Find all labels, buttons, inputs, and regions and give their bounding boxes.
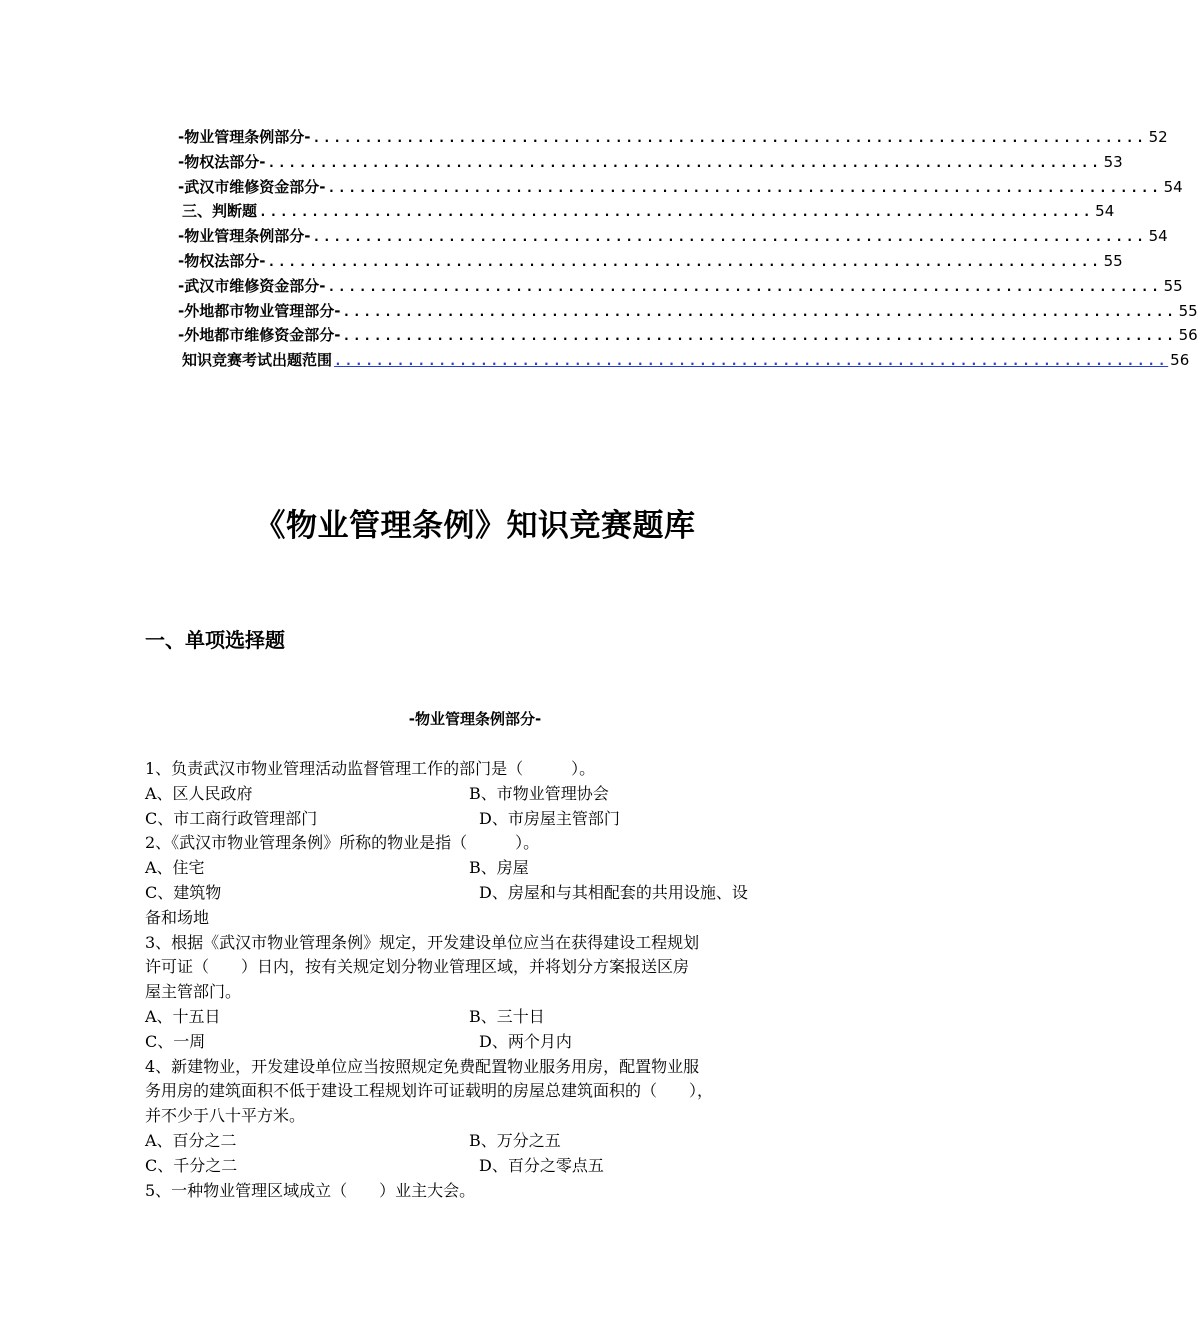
toc-leader-dots[interactable]: ................................................................................ bbox=[334, 354, 1169, 370]
question-text: 屋主管部门。 bbox=[145, 982, 242, 1002]
option-d: D、百分之零点五 bbox=[479, 1155, 604, 1175]
toc-entry-title: -外地都市物业管理部分- bbox=[178, 301, 341, 320]
toc-entry[interactable] bbox=[178, 300, 1198, 325]
toc-entry-title: -物业管理条例部分- bbox=[178, 227, 311, 246]
question-text: 务用房的建筑面积不低于建设工程规划许可证载明的房屋总建筑面积的（ ）， bbox=[145, 1081, 714, 1101]
toc-entry-page: 55 bbox=[1163, 276, 1183, 295]
toc-entry-title: -武汉市维修资金部分- bbox=[178, 276, 326, 295]
toc-entry[interactable] bbox=[178, 200, 1115, 225]
option-row bbox=[145, 782, 815, 807]
option-b: B、市物业管理协会 bbox=[469, 783, 609, 803]
option-c: C、千分之二 bbox=[145, 1155, 238, 1175]
question-text: 并不少于八十平方米。 bbox=[145, 1106, 306, 1126]
option-d-continued: 备和场地 bbox=[145, 907, 210, 927]
toc-entry-page: 53 bbox=[1103, 152, 1123, 171]
toc-leader-dots: ................................................................................ bbox=[312, 131, 1147, 146]
question-text: 5、一种物业管理区域成立（ ）业主大会。 bbox=[145, 1180, 476, 1200]
subsection-heading: -物业管理条例部分- bbox=[408, 710, 542, 728]
question-text: 4、新建物业，开发建设单位应当按照规定免费配置物业服务用房，配置物业服 bbox=[145, 1056, 700, 1076]
toc-entry-page: 55 bbox=[1103, 251, 1123, 270]
toc-entry[interactable] bbox=[178, 275, 1183, 300]
option-a: A、住宅 bbox=[145, 858, 205, 878]
toc-entry-title: -外地都市维修资金部分- bbox=[178, 326, 341, 345]
toc-entry-title: 三、判断题 bbox=[182, 202, 258, 221]
toc-entry[interactable] bbox=[178, 176, 1183, 201]
toc-leader-dots: ................................................................................ bbox=[267, 254, 1102, 270]
question-text: 3、根据《武汉市物业管理条例》规定，开发建设单位应当在获得建设工程规划 bbox=[145, 932, 700, 952]
toc-entry-title: 知识竞赛考试出题范围 bbox=[182, 351, 333, 370]
toc-leader-dots: ................................................................................ bbox=[342, 329, 1177, 345]
option-b: B、三十日 bbox=[469, 1006, 545, 1026]
option-d: D、两个月内 bbox=[479, 1031, 572, 1051]
toc-entry-title: -物业管理条例部分- bbox=[178, 128, 311, 146]
question-text: 许可证（ ）日内，按有关规定划分物业管理区域，并将划分方案报送区房 bbox=[145, 957, 690, 977]
toc-entry[interactable] bbox=[178, 324, 1198, 349]
option-c: C、市工商行政管理部门 bbox=[145, 808, 318, 828]
toc-entry-title: -物权法部分- bbox=[178, 251, 266, 270]
option-c: C、建筑物 bbox=[145, 882, 222, 902]
option-row bbox=[145, 856, 815, 881]
option-d: D、市房屋主管部门 bbox=[479, 808, 620, 828]
toc-entry[interactable] bbox=[178, 225, 1168, 250]
question-list bbox=[145, 757, 815, 1203]
option-row bbox=[145, 1129, 815, 1154]
option-b: B、房屋 bbox=[469, 858, 529, 878]
toc-leader-dots: ................................................................................ bbox=[327, 180, 1162, 196]
document-title: 《物业管理条例》知识竞赛题库 bbox=[254, 508, 696, 544]
toc-entry-page: 56 bbox=[1178, 326, 1198, 345]
option-a: A、百分之二 bbox=[145, 1130, 237, 1150]
toc-entry-page: 54 bbox=[1148, 227, 1168, 246]
option-c: C、一周 bbox=[145, 1031, 206, 1051]
option-a: A、十五日 bbox=[145, 1006, 221, 1026]
option-row bbox=[145, 1154, 815, 1179]
toc-entry-title: -武汉市维修资金部分- bbox=[178, 177, 326, 196]
toc-leader-dots: ................................................................................ bbox=[342, 304, 1177, 320]
toc-leader-dots: ................................................................................ bbox=[259, 205, 1094, 221]
option-row bbox=[145, 1005, 815, 1030]
toc-entry-link[interactable] bbox=[178, 349, 1190, 374]
toc-leader-dots: ................................................................................ bbox=[267, 155, 1102, 171]
option-a: A、区人民政府 bbox=[145, 783, 253, 803]
toc-entry[interactable] bbox=[178, 250, 1123, 275]
toc-entry[interactable] bbox=[178, 126, 1168, 151]
toc-entry-page: 55 bbox=[1178, 301, 1198, 320]
toc-leader-dots: ................................................................................ bbox=[312, 230, 1147, 246]
option-row bbox=[145, 881, 815, 906]
option-d: D、房屋和与其相配套的共用设施、设 bbox=[479, 882, 748, 902]
option-row bbox=[145, 807, 815, 832]
section-heading: 一、单项选择题 bbox=[145, 628, 285, 652]
toc-entry-page: 52 bbox=[1148, 128, 1168, 146]
question-text: 1、负责武汉市物业管理活动监督管理工作的部门是（ ）。 bbox=[145, 759, 596, 778]
toc-entry[interactable] bbox=[178, 151, 1123, 176]
toc-entry-title: -物权法部分- bbox=[178, 152, 266, 171]
toc-entry-page: 56 bbox=[1170, 351, 1190, 370]
toc-leader-dots: ................................................................................ bbox=[327, 279, 1162, 295]
option-row bbox=[145, 1030, 815, 1055]
option-b: B、万分之五 bbox=[469, 1130, 561, 1150]
table-of-contents bbox=[178, 126, 1198, 374]
question-text: 2、《武汉市物业管理条例》所称的物业是指（ ）。 bbox=[145, 833, 540, 853]
toc-entry-page: 54 bbox=[1163, 177, 1183, 196]
toc-entry-page: 54 bbox=[1095, 202, 1115, 221]
